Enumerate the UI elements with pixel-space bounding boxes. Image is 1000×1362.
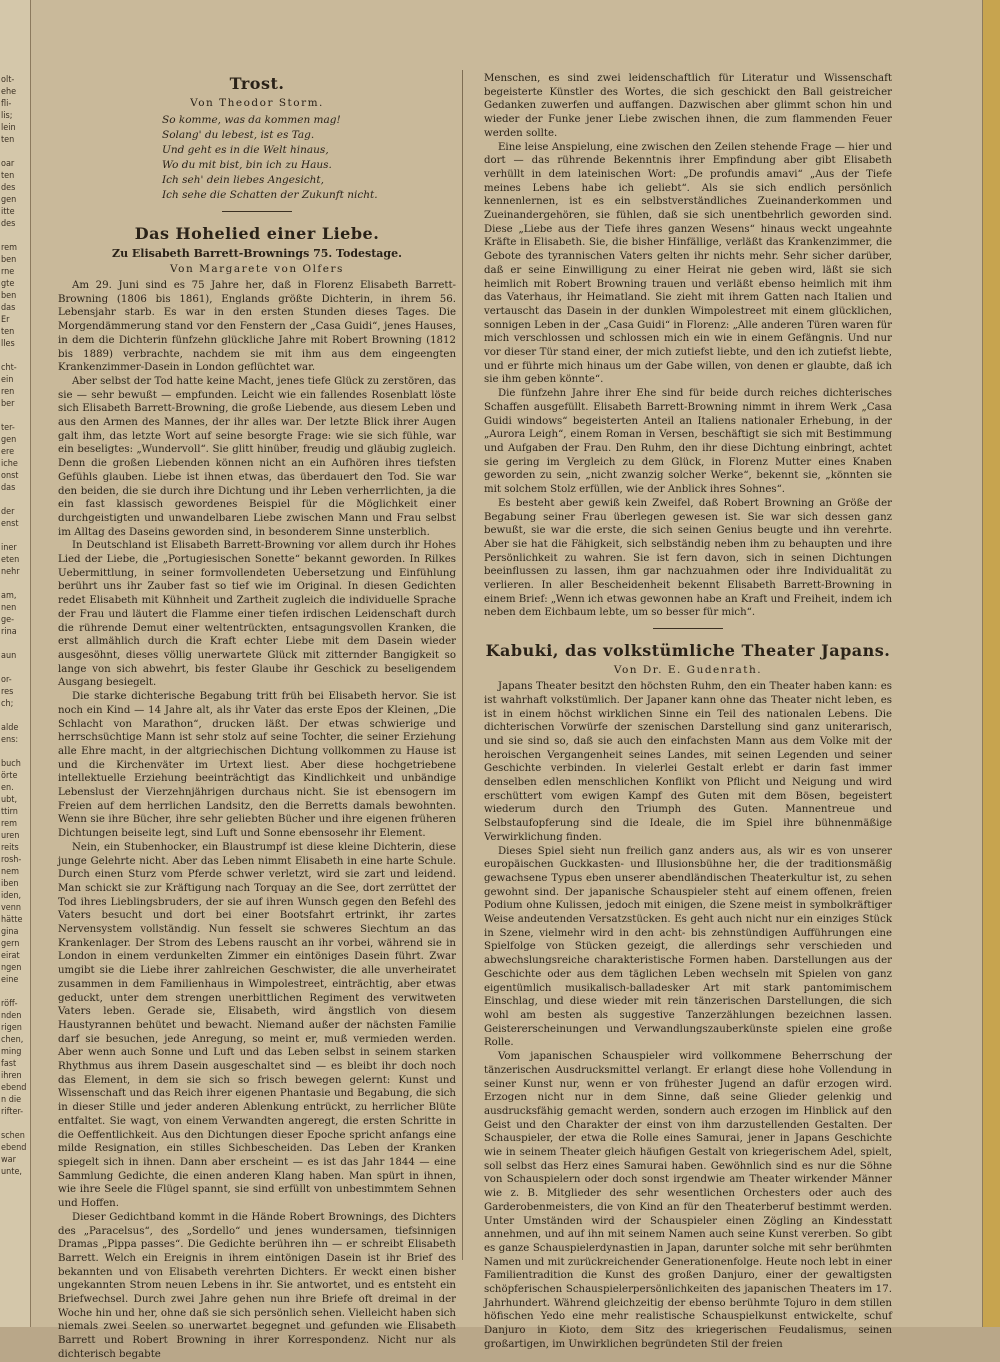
column-right [484, 72, 892, 1352]
margin-fragment: ten [1, 135, 15, 145]
margin-fragment: röff- [1, 999, 18, 1009]
margin-fragment: fast [1, 1059, 17, 1069]
margin-fragment: or- [1, 675, 12, 685]
margin-fragment: iden, [1, 891, 22, 901]
margin-fragment [0, 710, 30, 722]
margin-fragment: n die [1, 1095, 22, 1105]
margin-fragment [0, 578, 30, 590]
margin-fragment: res [1, 687, 14, 697]
paragraph: Japans Theater besitzt den höchsten Ruhm, den ein Theater haben kann: es ist wahrhaft volkstümlich. Der Japaner kann ohne das Theater nicht leben, es ist in einem höchst wirklichen Sinne ein Teil des nationalen Lebens. Die dichterischen Vorwürfe der szenischen Darstellung sind ganz uniterarisch, und sie sind so, daß sie auch den einfachsten Mann aus dem Volke mit der heroischen Vergangenheit seines Landes, mit seinen Legenden und seiner Geschichte verbinden. In vielerlei Gestalt erlebt er darin fast immer denselben edlen menschlichen Konflikt von Pflicht und Neigung und wird erschüttert vom ewigen Kampf des Guten mit dem Bösen, begeistert wiederum durch den Triumph des Guten. Mannentreue und Selbstaufopferung sind die Ideale, die im Spiel ihre bühnenmäßige Verwirklichung finden. [484, 681, 892, 843]
margin-fragment [0, 638, 30, 650]
margin-fragment: der [1, 507, 15, 517]
margin-fragment: rifter- [1, 1107, 24, 1117]
margin-fragment: nden [1, 1011, 22, 1021]
section-divider [222, 211, 292, 212]
margin-fragment: gina [1, 927, 19, 937]
margin-fragment: ehe [1, 87, 17, 97]
margin-fragment: nem [1, 867, 20, 877]
margin-fragment: des [1, 183, 16, 193]
margin-fragment: Er [1, 315, 10, 325]
margin-fragment: eirat [1, 951, 20, 961]
section-divider [653, 628, 723, 629]
article-author-storm: Von Theodor Storm. [190, 97, 324, 109]
margin-fragment: ens: [1, 735, 19, 745]
margin-fragment: ming [1, 1047, 22, 1057]
margin-fragment: ngen [1, 963, 22, 973]
article-title-trost: Trost. [229, 74, 285, 93]
margin-fragment: unte, [1, 1167, 22, 1177]
margin-fragment: enst [1, 519, 19, 529]
margin-fragment: eten [1, 555, 20, 565]
margin-fragment: am, [1, 591, 17, 601]
margin-fragment: ebend [1, 1083, 27, 1093]
margin-fragment [0, 230, 30, 242]
margin-fragment [0, 746, 30, 758]
margin-fragment: uren [1, 831, 20, 841]
paragraph: Die fünfzehn Jahre ihrer Ehe sind für beide durch reiches dichterisches Schaffen ausgefüllt. Elisabeth Barrett-Browning nimmt in ihrem Werk „Casa Guidi windows“ begeisterten Anteil an Italiens nationaler Erhebung, in der „Aurora Leigh“, einem Roman in Versen, beschäftigt sie sich mit Bestimmung und Aufgaben der Frau. Den Ruhm, den ihr diese Dichtung einbringt, achtet sie gering im Vergleich zu dem Glück, in Florenz Mutter eines Knaben geworden zu sein, „nicht zwanzig solcher Werke“, bekennt sie, „könnten sie mit solchem Stolz erfüllen, wie der Anblick ihres Sohnes“. [484, 388, 892, 496]
margin-fragment: eine [1, 975, 19, 985]
poem-line: Ich sehe die Schatten der Zukunft nicht. [162, 189, 378, 201]
margin-fragment [0, 146, 30, 158]
margin-fragment [0, 1118, 30, 1130]
margin-fragment: rem [1, 819, 18, 829]
margin-fragment: cht- [1, 363, 17, 373]
margin-fragment: ben [1, 291, 17, 301]
margin-fragment: rina [1, 627, 17, 637]
margin-fragment: ten [1, 327, 15, 337]
margin-fragment: rosh- [1, 855, 22, 865]
margin-fragment: gen [1, 435, 17, 445]
paragraph: Dieses Spiel sieht nun freilich ganz anders aus, als wir es von unserer europäischen Guckkasten- und Illusionsbühne her, die der traditionsmäßig gewachsene Typus eben unserer abendländischen Theaterkultur ist, zu sehen gewohnt sind. Der japanische Schauspieler steht auf einem offenen, freien Podium ohne Kulissen, jedoch mit einigen, die Szene meist in symbolkräftiger Weise andeutenden Versatzstücken. Es geht auch nicht nur ein einziges Stück in Szene, vielmehr wird in den acht- bis zehnstündigen Aufführungen eine Spielfolge von Stücken gezeigt, die allerdings sehr verschieden und abwechslungsreiche charakteristische Formen haben. Darstellungen aus der Geschichte oder aus dem täglichen Leben wechseln mit Spielen von ganz eigentümlich musikalisch-balladesker Art mit stark pantomimischem Einschlag, und diese wieder mit rein tänzerischen Darstellungen, die sich wohl am besten als suggestive Tanzerzählungen bezeichnen lassen. Geistererscheinungen und Verwandlungszauberkünste spielen eine große Rolle. [484, 845, 892, 1049]
paragraph: Am 29. Juni sind es 75 Jahre her, daß in Florenz Elisabeth Barrett-Browning (1806 bis 1861), Englands größte Dichterin, in ihrem 56. Lebensjahr starb. Es war in den ersten Stunden dieses Tages. Die Morgendämmerung stand vor den Fenstern der „Casa Guidi“, jenes Hauses, in dem die Dichterin fünfzehn glückliche Jahre mit Robert Browning (1812 bis 1889) verbrachte, nachdem sie mit ihm aus dem eingeengten Krankenzimmer-Dasein in London geflüchtet war. [58, 280, 456, 374]
margin-fragment: nen [1, 603, 17, 613]
margin-fragment [0, 350, 30, 362]
margin-fragment: iche [1, 459, 18, 469]
margin-fragment: onst [1, 471, 19, 481]
paragraph: Menschen, es sind zwei leidenschaftlich für Literatur und Wissenschaft begeisterte Künstler des Wortes, die sich geschickt den Ball geistreicher Gedanken zuwerfen und auffangen. Dazwischen aber glimmt schon hin und wieder der Funke jener Liebe zwischen ihnen, die zum flammenden Feuer werden sollte. [484, 73, 892, 139]
poem [162, 113, 456, 203]
margin-fragment: des [1, 219, 16, 229]
margin-fragment [0, 410, 30, 422]
paragraph: Dieser Gedichtband kommt in die Hände Robert Brownings, des Dichters des „Paracelsus“, des „Sordello“ und jenes wundersamen, tiefsinnigen Dramas „Pippa passes“. Die Gedichte berühren ihn — er schreibt Elisabeth Barrett. Welch ein Ereignis in ihrem eintönigen Dasein ist ihr Brief des bekannten und von Elisabeth verehrten Dichters. Er weckt einen bisher ungekannten Strom neuen Lebens in ihr. Sie antwortet, und es entsteht ein Briefwechsel. Durch zwei Jahre gehen nun ihre Briefe oft dreimal in der Woche hin und her, ohne daß sie sich persönlich sehen. Vielleicht haben sich niemals zwei Seelen so unerwartet begegnet und gefunden wie Elisabeth Barrett und Robert Browning in ihrer Korrespondenz. Nicht nur als dichterisch begabte [58, 1211, 456, 1360]
margin-fragment: venn [1, 903, 22, 913]
margin-fragment: lein [1, 123, 16, 133]
paragraph: Nein, ein Stubenhocker, ein Blaustrumpf ist diese kleine Dichterin, diese junge Gelehrte nicht. Aber das Leben nimmt Elisabeth in eine harte Schule. Durch einen Sturz vom Pferde schwer verletzt, wird sie zart und leidend. Man schickt sie zur Kräftigung nach Torquay an die See, dort zerrüttet der Tod ihres Lieblingsbruders, der sie auf ihren Wunsch gegen den Befehl des Vaters besucht und dort bei einer Bootsfahrt ertrinkt, ihr zartes Nervensystem vollständig. Nun fesselt sie schweres Siechtum an das Krankenlager. Der Strom des Lebens rauscht an ihr vorbei, während sie in London in einem verdunkelten Zimmer ein eintöniges Dasein führt. Zwar umgibt sie die Liebe ihrer zahlreichen Geschwister, die alle unverheiratet zusammen in dem Familienhaus in Wimpolestreet, einträchtig, aber etwas geduckt, unter dem strengen unerbittlichen Regiment des verwitweten Vaters leben. Gerade sie, Elisabeth, wird ängstlich von diesem Haustyrannen behütet und bewacht. Niemand außer der nächsten Familie darf sie besuchen, jede Anregung, so meint er, muß vermieden werden. Aber wenn auch Sonne und Luft und das Leben selbst in seinem starken Rhythmus aus ihrem Dasein ausgeschaltet sind — es bleibt ihr doch noch das Element, in dem sie sich so frisch bewegen gelernt: Kunst und Wissenschaft und das Reich ihrer eigenen Phantasie und Begabung, die sich in dieser Stille und jeder anderen Ablenkung entrückt, zu herrlicher Blüte entfaltet. Sie wagt, von einem Verwandten angeregt, die ersten Schritte in die Oeffentlichkeit. Aus den Dichtungen dieser Epoche spricht anfangs eine milde Resignation, ein stilles Sichbescheiden. Das Leben der Kranken spiegelt sich in ihnen. Dann aber erscheint — es ist das Jahr 1844 — eine Sammlung Gedichte, die einen anderen Klang haben. Man spürt in ihnen, wie ihre Seele die Flügel spannt, sie sind erfüllt von unbestimmtem Sehnen und Hoffen. [58, 841, 456, 1210]
margin-fragment [0, 494, 30, 506]
margin-fragment: ten [1, 171, 15, 181]
previous-page-edge [0, 0, 31, 1327]
margin-fragment: olt- [1, 75, 15, 85]
column-left [58, 72, 456, 1362]
poem-line: Und geht es in die Welt hinaus, [162, 144, 329, 156]
margin-fragment: aun [1, 651, 17, 661]
margin-fragment: reits [1, 843, 19, 853]
margin-fragment: itte [1, 207, 15, 217]
margin-fragment: ter- [1, 423, 15, 433]
margin-fragment: hätte [1, 915, 23, 925]
margin-fragment: alde [1, 723, 19, 733]
margin-fragment: chen, [1, 1035, 24, 1045]
margin-fragment: ein [1, 375, 14, 385]
margin-fragment: ere [1, 447, 15, 457]
margin-fragment: rne [1, 267, 15, 277]
margin-fragment: gern [1, 939, 20, 949]
paragraph: Die starke dichterische Begabung tritt früh bei Elisabeth hervor. Sie ist noch ein Kind — 14 Jahre alt, als ihr Vater das erste Epos der Kleinen, „Die Schlacht von Marathon“, drucken läßt. Der etwas schwierige und herrschsüchtige Mann ist sehr stolz auf seine Tochter, die seiner Erziehung alle Ehre macht, in der altgriechischen Dichtung vollkommen zu Hause ist und die Kirchenväter im Urtext liest. Aber diese hochgetriebene intellektuelle Erziehung beeinträchtigt das Kindlichkeit und unbändige Lebenslust der Vierzehnjährigen durchaus nicht. Sie ist ebensogern im Freien auf dem herrlichen Landsitz, den die Berretts damals bewohnten. Wenn sie ihre Bücher, ihre sehr geliebten Bücher und ihre eigenen früheren Dichtungen beiseite legt, sind Luft und Sonne ebensosehr ihr Element. [58, 691, 456, 840]
margin-fragment [0, 986, 30, 998]
poem-line: So komme, was da kommen mag! [162, 114, 341, 126]
article-subtitle: Zu Elisabeth Barrett-Brownings 75. Todestage. [112, 247, 402, 260]
poem-line: Solang' du lebest, ist es Tag. [162, 129, 315, 141]
margin-fragment: buch [1, 759, 21, 769]
margin-fragment: en. [1, 783, 14, 793]
paragraph: Eine leise Anspielung, eine zwischen den Zeilen stehende Frage — hier und dort — das rührende Bekenntnis ihrer Empfindung aber gibt Elisabeth verhüllt in dem lateinischen Wort: „De profundis amavi“ „Aus der Tiefe meines Lebens habe ich geliebt“. Als sie sich endlich persönlich kennenlernen, ist es ein selbstverständliches Zueinanderkommen und Zueinandergehören, sie fühlen, daß sie sich unentbehrlich geworden sind. Diese „Liebe aus der Tiefe ihres ganzen Wesens“ hinaus weckt ungeahnte Kräfte in Elisabeth. Sie, die bisher Hinfällige, verläßt das Krankenzimmer, die Gebote des tyrannischen Vaters gelten ihr nichts mehr. Sehr sicher darüber, daß er seine Einwilligung zu einer Heirat nie geben wird, läßt sie sich heimlich mit Robert Browning trauen und verläßt ebenso heimlich mit ihm das Vaterhaus, ihr Heimatland. Sie zieht mit ihrem Gatten nach Italien und vertauscht das Dasein in der dunklen Wimpolestreet mit einem glücklichen, sonnigen Leben in der „Casa Guidi“ in Florenz: „Alle anderen Türen waren für mich verschlossen und schlossen mich ein wie in einem Gefängnis. Und nur vor dieser Tür stand einer, der mich zutiefst liebte, und den ich zutiefst liebte, und er führte mich hinaus um der Gabe willen, von denen er glaubte, daß ich sie ihm geben könnte“. [484, 141, 892, 386]
article-author-olfers: Von Margarete von Olfers [170, 263, 344, 275]
poem-line: Ich seh' dein liebes Angesicht, [162, 174, 324, 186]
margin-fragment: ihren [1, 1071, 22, 1081]
margin-fragment: ben [1, 255, 17, 265]
paragraph: Aber selbst der Tod hatte keine Macht, jenes tiefe Glück zu zerstören, das sie — sehr bewußt — empfunden. Leicht wie ein fallendes Rosenblatt löste sich Elisabeth Barrett-Browning, die große Liebende, aus diesem Leben und aus den Armen des Mannes, der ihr alles war. Der letzte Blick ihrer Augen galt ihm, das letzte Wort auf seine besorgte Frage: wie sie sich fühle, war ein beseligtes: „Wundervoll“. Sie glitt hinüber, freudig und gläubig zugleich. Denn die großen Liebenden können nicht an ein Aufhören ihres tiefsten Gefühls glauben. Liebe ist ihnen etwas, das überdauert den Tod. Sie war den beiden, die sie durch ihre Dichtung und ihr Leben verherrlichten, ja die ein fast klassisch gewordenes Beispiel für die Möglichkeit einer durchgeistigten und unwandelbaren Liebe zwischen Mann und Frau selbst im Alltag des Daseins geworden sind, in besonderem Sinne unsterblich. [58, 375, 456, 538]
paragraph: In Deutschland ist Elisabeth Barrett-Browning vor allem durch ihr Hohes Lied der Liebe, die „Portugiesischen Sonette“ bekannt geworden. In Rilkes Uebermittlung, in seiner formvollendeten Uebersetzung und Einfühlung berührt uns ihr Zauber fast so tief wie im Original. In diesen Gedichten redet Elisabeth mit Kühnheit und Zartheit zugleich die individuelle Sprache der Frau und läutert die Flamme einer tiefen irdischen Leidenschaft durch die rührende Demut einer weltentrückten, entsagungsvollen Kranken, die erst allmählich durch die Kraft echter Liebe mit dem Dasein wieder ausgesöhnt, dieses völlig unerwartete Glück mit zitternder Bangigkeit so lange von sich abwehrt, bis fester Glaube ihr Geschick zu beseligendem Ausgang besiegelt. [58, 540, 456, 689]
margin-fragment [0, 530, 30, 542]
margin-fragment: gen [1, 195, 17, 205]
margin-fragment [0, 662, 30, 674]
margin-fragment: das [1, 303, 16, 313]
margin-fragment: ebend [1, 1143, 27, 1153]
column-divider [462, 70, 463, 1260]
margin-fragment: fli- [1, 99, 12, 109]
margin-fragment: rigen [1, 1023, 22, 1033]
margin-fragment: ber [1, 399, 15, 409]
page-edge-right [982, 0, 1000, 1327]
margin-fragment: iben [1, 879, 19, 889]
margin-fragment: schen [1, 1131, 25, 1141]
margin-fragment: iner [1, 543, 17, 553]
margin-fragment: ttirn [1, 807, 18, 817]
margin-fragment: ren [1, 387, 15, 397]
article-author-gudenrath: Von Dr. E. Gudenrath. [613, 664, 763, 677]
paragraph: Es besteht aber gewiß kein Zweifel, daß Robert Browning an Größe der Begabung seiner Frau überlegen gewesen ist. Sie war sich dessen ganz bewußt, sie war die erste, die sich seinen Genius beugte und ihn verehrte. Aber sie hat die Fähigkeit, sich selbständig neben ihm zu behaupten und ihre Persönlichkeit zu wahren. Sie ist fern davon, sich in seinen Dichtungen beeinflussen zu lassen, ihm gar nachzuahmen oder ihre Individualität zu verlieren. In aller Bescheidenheit bekennt Elisabeth Barrett-Browning in einem Brief: „Wenn ich etwas gewonnen habe an Kraft und Freiheit, indem ich neben dem Eichbaum lebte, um so besser für mich“. [484, 497, 892, 619]
margin-fragment: ch; [1, 699, 14, 709]
margin-fragment: nehr [1, 567, 20, 577]
margin-fragment: rem [1, 243, 18, 253]
margin-fragment: ge- [1, 615, 15, 625]
article-title-kabuki: Kabuki, das volkstümliche Theater Japans. [485, 641, 891, 661]
margin-fragment: war [1, 1155, 16, 1165]
paragraph: Vom japanischen Schauspieler wird vollkommene Beherrschung der tänzerischen Ausdrucksmittel verlangt. Er erlangt diese hohe Vollendung in seiner Kunst nur, wenn er von frühester Jugend an dafür erzogen wird. Erzogen nicht nur in dem Sinne, daß seine Glieder gelenkig und ausdrucksfähig gemacht werden, sondern auch erzogen im Hinblick auf den Geist und den Charakter der einst von ihm darzustellenden Gestalten. Der Schauspieler, der etwa die Rolle eines Samurai, jener in Japans Geschichte wie in seinem Theater gleich häufigen Gestalt von kriegerischem Adel, spielt, soll selbst das Herz eines Samurai haben. Gewöhnlich sind es nur die Söhne von Schauspielern oder doch sonst irgendwie am Theater wirkender Männer wie z. B. Mitglieder des sehr wesentlichen Orchesters oder auch des Garderobenmeisters, die von Kind an für den Theaterberuf bestimmt werden. Unter Umständen wird der Schauspieler einen Zögling an Kindesstatt annehmen, und auf ihn mit seinem Namen auch seine Kunst vererben. So gibt es ganze Schauspielerdynastien in Japan, darunter solche mit sehr berühmten Namen und mit zurückreichender Generationenfolge. Heute noch lebt in einer Familientradition die Kunst des großen Danjuro, einer der gewaltigsten schöpferischen Schauspielerpersönlichkeiten des japanischen Theaters im 17. Jahrhundert. Während gleichzeitig der ebenso berühmte Tojuro in dem stillen höfischen Yedo eine mehr realistische Schauspielkunst entwickelte, schuf Danjuro in Kioto, dem Sitz des kriegerischen Feudalismus, seinen großartigen, im Unwirklichen begründeten Stil der freien [484, 1051, 892, 1350]
margin-fragment: oar [1, 159, 15, 169]
margin-fragment: das [1, 483, 16, 493]
margin-fragment: ubt, [1, 795, 18, 805]
margin-fragment: lles [1, 339, 15, 349]
margin-fragment: lis; [1, 111, 13, 121]
margin-fragment: örte [1, 771, 18, 781]
poem-line: Wo du mit bist, bin ich zu Haus. [162, 159, 332, 171]
article-title-hohelied: Das Hohelied einer Liebe. [134, 224, 380, 243]
margin-fragment: gte [1, 279, 15, 289]
